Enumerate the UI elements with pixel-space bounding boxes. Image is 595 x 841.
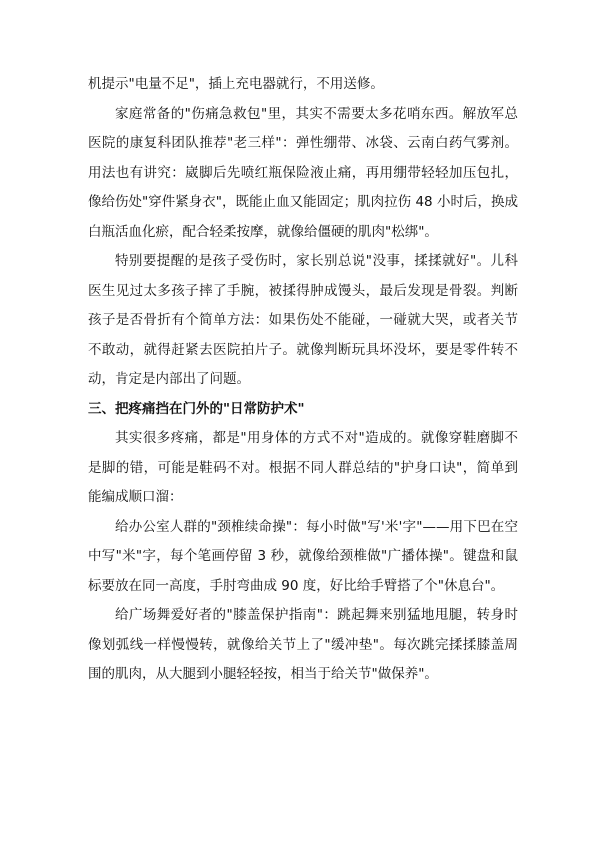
paragraph-continued: 机提示"电量不足"，插上充电器就行，不用送修。	[88, 76, 384, 92]
paragraph-first-aid-kit: 家庭常备的"伤痛急救包"里，其实不需要太多花哨东西。解放军总医院的康复科团队推荐"老三样"：弹性绷带、冰袋、云南白药气雾剂。用法也有讲究：崴脚后先喷红瓶保险液止痛，再用绷带轻轻加压包扎，像给伤处"穿件紧身衣"，既能止血又能固定；肌肉拉伤 48 小时后，换成白瓶活血化瘀，配合轻柔按摩，就像给僵硬的肌肉"松绑"。	[88, 105, 518, 240]
paragraph-daily-protection: 其实很多疼痛，都是"用身体的方式不对"造成的。就像穿鞋磨脚不是脚的错，可能是鞋码不对。根据不同人群总结的"护身口诀"，简单到能编成顺口溜：	[88, 430, 518, 505]
document-body	[88, 70, 518, 690]
paragraph-office-workers: 给办公室人群的"颈椎续命操"：每小时做"写'米'字"——用下巴在空中写"米"字，每个笔画停留 3 秒，就像给颈椎做"广播体操"。键盘和鼠标要放在同一高度，手肘弯曲成 90 度，好比给手臂搭了个"休息台"。	[88, 518, 518, 594]
paragraph-square-dancers: 给广场舞爱好者的"膝盖保护指南"：跳起舞来别猛地甩腿，转身时像划弧线一样慢慢转，就像给关节上了"缓冲垫"。每次跳完揉揉膝盖周围的肌肉，从大腿到小腿轻轻按，相当于给关节"做保养"。	[88, 607, 518, 682]
section-heading: 三、把疼痛挡在门外的"日常防护术"	[88, 400, 305, 417]
paragraph-child-injury: 特别要提醒的是孩子受伤时，家长别总说"没事，揉揉就好"。儿科医生见过太多孩子摔了手腕，被揉得肿成馒头，最后发现是骨裂。判断孩子是否骨折有个简单方法：如果伤处不能碰，一碰就大哭，或者关节不敢动，就得赶紧去医院拍片子。就像判断玩具坏没坏，要是零件转不动，肯定是内部出了问题。	[88, 253, 518, 387]
